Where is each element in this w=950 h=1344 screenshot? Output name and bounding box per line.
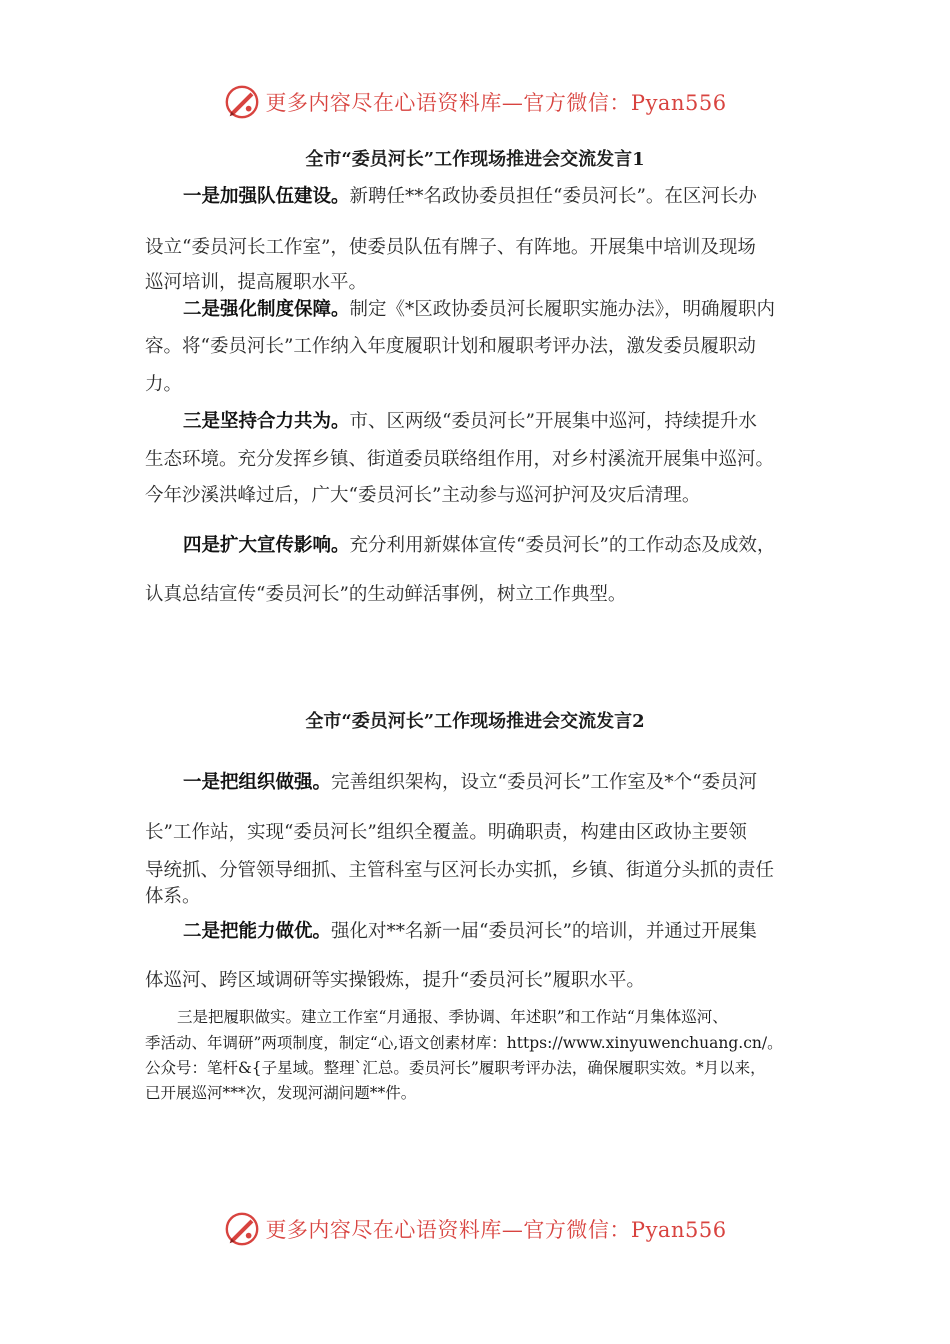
pen-logo-icon <box>223 83 261 121</box>
s1-p2-line3: 力。 <box>145 374 183 395</box>
s2-p2-line2: 体巡河、跨区域调研等实操锻炼，提升“委员河长”履职水平。 <box>145 970 645 991</box>
section2-title: 全市“委员河长”工作现场推进会交流发言2 <box>305 711 645 732</box>
banner-text: 更多内容尽在心语资料库—官方微信：Pyan556 <box>265 1218 727 1242</box>
s2-p3-line4: 已开展巡河***次，发现河湖问题**件。 <box>145 1084 417 1102</box>
s2-p1-line1 <box>183 768 757 794</box>
header-banner-content <box>223 83 726 121</box>
s2-p1-line2: 长”工作站，实现“委员河长”组织全覆盖。明确职责，构建由区政协主要领 <box>145 822 747 843</box>
s1-p2-line1 <box>183 295 775 321</box>
s2-p1-text1: 完善组织架构，设立“委员河长”工作室及*个“委员河 <box>331 772 758 793</box>
s2-p2-lead: 二是把能力做优。 <box>183 921 332 942</box>
footer-banner <box>0 1207 950 1251</box>
s1-p4-line2: 认真总结宣传“委员河长”的生动鲜活事例，树立工作典型。 <box>145 584 627 605</box>
s2-p2-text1: 强化对**名新一届“委员河长”的培训，并通过开展集 <box>331 921 757 942</box>
s1-p4-line1 <box>183 531 775 557</box>
s2-p1-line4: 体系。 <box>145 886 201 907</box>
s1-p3-line2: 生态环境。充分发挥乡镇、街道委员联络组作用，对乡村溪流开展集中巡河。 <box>145 449 775 470</box>
section1-title: 全市“委员河长”工作现场推进会交流发言1 <box>305 149 645 170</box>
s2-p1-line3: 导统抓、分管领导细抓、主管科室与区河长办实抓，乡镇、街道分头抓的责任 <box>145 860 775 881</box>
footer-banner-content <box>223 1210 726 1248</box>
pen-logo-icon <box>223 1210 261 1248</box>
banner-text: 更多内容尽在心语资料库—官方微信：Pyan556 <box>265 91 727 115</box>
s1-p4-lead: 四是扩大宣传影响。 <box>183 535 350 556</box>
s2-p3-line1: 三是把履职做实。建立工作室“月通报、季协调、年述职”和工作站“月集体巡河、 <box>177 1008 728 1026</box>
s1-p1-line2: 设立“委员河长工作室”，使委员队伍有牌子、有阵地。开展集中培训及现场 <box>145 237 756 258</box>
header-banner <box>0 80 950 124</box>
s2-p3-line2: 季活动、年调研”两项制度，制定“心,语文创素材库：https://www.xinyuwenchuang.cn/。 <box>145 1034 783 1052</box>
s1-p2-lead: 二是强化制度保障。 <box>183 299 350 320</box>
s1-p2-text1: 制定《*区政协委员河长履职实施办法》，明确履职内 <box>349 299 776 320</box>
s1-p4-text1: 充分利用新媒体宣传“委员河长”的工作动态及成效， <box>349 535 776 556</box>
s1-p3-lead: 三是坚持合力共为。 <box>183 411 350 432</box>
s1-p3-line3: 今年沙溪洪峰过后，广大“委员河长”主动参与巡河护河及灾后清理。 <box>145 485 701 506</box>
s2-p2-line1 <box>183 917 757 943</box>
s2-p1-lead: 一是把组织做强。 <box>183 772 332 793</box>
s1-p3-text1: 市、区两级“委员河长”开展集中巡河，持续提升水 <box>349 411 757 432</box>
s1-p1-line1 <box>183 182 757 208</box>
s1-p1-lead: 一是加强队伍建设。 <box>183 186 350 207</box>
s1-p1-line3: 巡河培训，提高履职水平。 <box>145 272 368 293</box>
s1-p2-line2: 容。将“委员河长”工作纳入年度履职计划和履职考评办法，激发委员履职动 <box>145 336 756 357</box>
s1-p3-line1 <box>183 407 757 433</box>
s2-p3-line3: 公众号：笔杆&{子星域。整理`汇总。委员河长”履职考评办法，确保履职实效。*月以来， <box>145 1059 766 1077</box>
s1-p1-text1: 新聘任**名政协委员担任“委员河长”。在区河长办 <box>349 186 757 207</box>
